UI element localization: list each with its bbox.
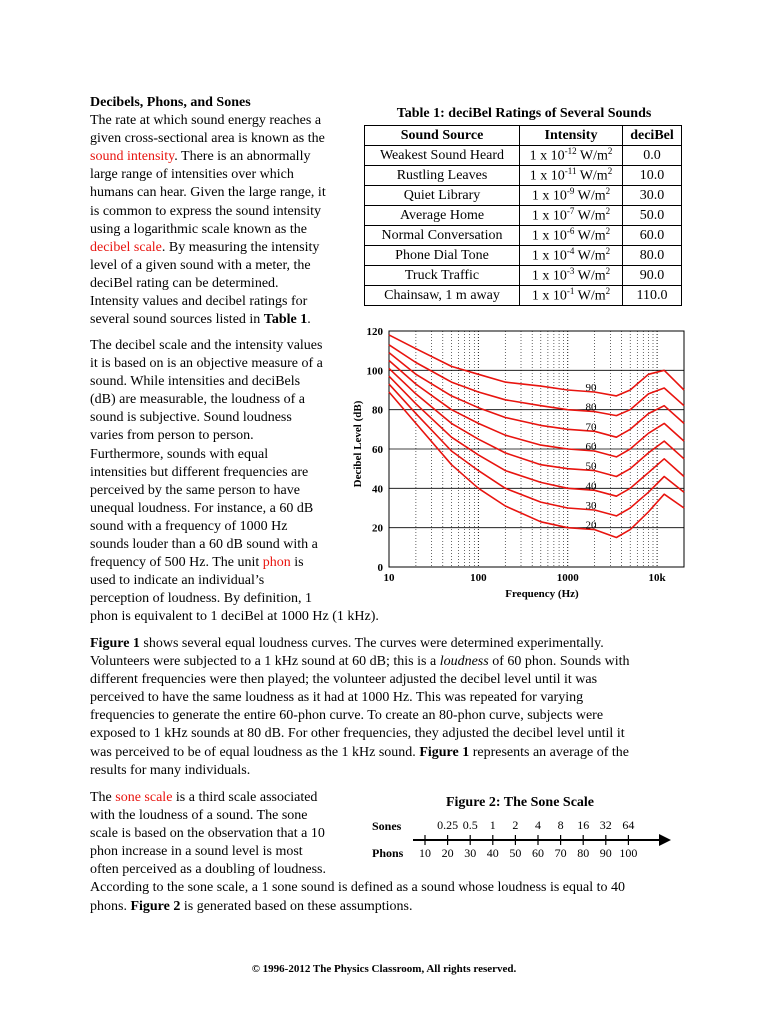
sound-source-cell: Weakest Sound Heard — [365, 146, 520, 166]
text-line: exposed to 1 kHz sounds at 80 dB. For other frequencies, they adjusted the decibel level until it — [90, 726, 625, 742]
phon-curve-label: 90 — [585, 381, 597, 394]
text-line: humans can hear. Given the large range, it — [90, 185, 326, 201]
phon-curve-label: 70 — [585, 421, 597, 434]
decibel-cell: 90.0 — [623, 266, 682, 286]
decibel-cell: 0.0 — [623, 146, 682, 166]
text-line: frequency of 500 Hz. The unit phon is — [90, 555, 304, 571]
intensity-cell: 1 x $10^{-12}$ $W/m^2$ — [520, 146, 623, 166]
sound-source-cell: Rustling Leaves — [365, 166, 520, 186]
text-line: different frequencies were then played; the volunteer adjusted the decibel level until it was — [90, 672, 598, 688]
intro-block — [90, 94, 360, 329]
y-tick-label: 20 — [372, 522, 383, 535]
text-line: Figure 1 shows several equal loudness curves. The curves were determined experimentally. — [90, 636, 604, 651]
text-line: level of a given sound with a meter, the — [90, 257, 311, 273]
text-line: decibel scale. By measuring the intensity — [90, 239, 320, 255]
intensity-cell: 1 x $10^{-1}$ $W/m^2$ — [520, 286, 623, 306]
table-header: Intensity — [520, 126, 623, 146]
phon-value: 90 — [599, 846, 612, 860]
sone-scale-figure — [365, 812, 675, 862]
phons-row-label: Phons — [372, 846, 404, 860]
phon-curve-label: 20 — [585, 519, 597, 532]
phon-value: 100 — [619, 846, 638, 860]
sone-value: 16 — [577, 818, 590, 832]
sone-value: 32 — [599, 818, 612, 832]
y-tick-label: 100 — [366, 365, 383, 378]
text-line: sound is subjective. Sound loudness — [90, 410, 292, 426]
sones-row-label: Sones — [372, 819, 402, 833]
text-line: The rate at which sound energy reaches a — [90, 113, 322, 129]
text-line: Volunteers were subjected to a 1 kHz sound at 60 dB; this is a loudness of 60 phon. Sounds with — [90, 654, 630, 670]
table-row — [365, 266, 682, 286]
decibel-cell: 80.0 — [623, 246, 682, 266]
text-line: sounds louder than a 60 dB sound with a — [90, 537, 318, 553]
decibel-cell: 30.0 — [623, 186, 682, 206]
y-tick-label: 40 — [372, 483, 383, 496]
table-header: deciBel — [623, 126, 682, 146]
x-tick-label: 100 — [470, 572, 487, 584]
term-sone-scale: sone scale — [115, 790, 173, 805]
decibel-cell: 10.0 — [623, 166, 682, 186]
phon-value: 20 — [441, 846, 454, 860]
table-row — [365, 206, 682, 226]
phon-value: 80 — [577, 846, 590, 860]
term-sound-intensity: sound intensity — [90, 149, 175, 165]
text-line: According to the sone scale, a 1 sone sound is defined as a sound whose loudness is equal to 40 — [90, 880, 626, 896]
sone-value: 64 — [622, 818, 635, 832]
phon-value: 30 — [464, 846, 477, 860]
text-line: large range of intensities over which — [90, 167, 294, 183]
text-line: deciBel rating can be determined. — [90, 275, 279, 291]
intensity-cell: 1 x $10^{-3}$ $W/m^2$ — [520, 266, 623, 286]
text-line: The decibel scale and the intensity values — [90, 338, 323, 353]
text-line: unequal loudness. For instance, a 60 dB — [90, 500, 314, 516]
text-line: results for many individuals. — [90, 762, 251, 778]
text-line: Furthermore, sounds with equal — [90, 446, 269, 462]
x-tick-label: 1000 — [556, 572, 579, 584]
text-line: frequencies to generate the entire 60-phon curve. To create an 80-phon curve, subjects were — [90, 708, 604, 724]
decibel-cell: 50.0 — [623, 206, 682, 226]
phon-value: 70 — [554, 846, 567, 860]
table-header: Sound Source — [365, 126, 520, 146]
intensity-cell: 1 x $10^{-7}$ $W/m^2$ — [520, 206, 623, 226]
phon-curve-label: 60 — [585, 440, 597, 453]
table-row — [365, 246, 682, 266]
sound-source-cell: Quiet Library — [365, 186, 520, 206]
text-line: Intensity values and decibel ratings for — [90, 294, 308, 310]
text-line: used to indicate an individual’s — [90, 573, 265, 589]
phon-value: 50 — [509, 846, 522, 860]
term-phon: phon — [262, 555, 291, 571]
x-axis-label: Frequency (Hz) — [505, 588, 579, 600]
text-line: with the loudness of a sound. The sone — [90, 808, 308, 824]
text-line: perceived to have the same loudness as it had at 1000 Hz. This was repeated for varying — [90, 690, 584, 706]
sone-value: 4 — [535, 818, 541, 832]
sone-value: 2 — [512, 818, 519, 832]
intensity-cell: 1 x $10^{-6}$ $W/m^2$ — [520, 226, 623, 246]
table-caption: Table 1: deciBel Ratings of Several Sounds — [396, 106, 652, 121]
table-row — [365, 146, 682, 166]
phon-curve-label: 40 — [585, 480, 597, 493]
text-line: perceived by the same person to have — [90, 482, 300, 498]
text-line: was perceived to be of equal loudness as the 1 kHz sound. Figure 1 represents an average of the — [90, 744, 629, 760]
sound-table — [364, 125, 682, 306]
intensity-cell: 1 x $10^{-11}$ $W/m^2$ — [520, 166, 623, 186]
sone-value: 8 — [557, 818, 564, 832]
phon-curve-label: 30 — [585, 499, 597, 512]
text-line: The sone scale is a third scale associated — [90, 790, 318, 805]
term-decibel-scale: decibel scale — [90, 239, 162, 255]
figure-2-title: Figure 2: The Sone Scale — [445, 795, 595, 810]
text-line: (dB) are measurable, the loudness of a — [90, 392, 305, 408]
text-line: phons. Figure 2 is generated based on these assumptions. — [90, 898, 413, 914]
text-line: perception of loudness. By definition, 1 — [90, 591, 313, 607]
section-title: Decibels, Phons, and Sones — [90, 95, 251, 110]
sound-source-cell: Truck Traffic — [365, 266, 520, 286]
phon-curve-label: 80 — [585, 401, 597, 414]
x-tick-label: 10 — [383, 572, 395, 584]
decibel-cell: 110.0 — [623, 286, 682, 306]
sound-source-cell: Normal Conversation — [365, 226, 520, 246]
sone-value: 0.25 — [437, 818, 459, 832]
text-line: sound. While intensities and deciBels — [90, 374, 301, 390]
sound-source-cell: Chainsaw, 1 m away — [365, 286, 520, 306]
y-tick-label: 60 — [372, 444, 383, 456]
phon-value: 40 — [486, 846, 499, 860]
text-line: it is based on is an objective measure of a — [90, 356, 323, 372]
table-row — [365, 166, 682, 186]
text-line: using a logarithmic scale known as the — [90, 221, 307, 237]
table-row — [365, 286, 682, 306]
phon-value: 10 — [419, 846, 431, 860]
phon-value: 60 — [532, 846, 544, 860]
text-line: sound intensity. There is an abnormally — [90, 149, 311, 165]
decibel-cell: 60.0 — [623, 226, 682, 246]
equal-loudness-chart — [345, 322, 690, 606]
intensity-cell: 1 x $10^{-9}$ $W/m^2$ — [520, 186, 623, 206]
y-tick-label: 0 — [377, 562, 383, 574]
sound-source-cell: Phone Dial Tone — [365, 246, 520, 266]
footer-copyright: © 1996-2012 The Physics Classroom, All rights reserved. — [251, 963, 517, 975]
sone-value: 0.5 — [462, 818, 478, 832]
text-line: varies from person to person. — [90, 428, 254, 444]
text-line: several sound sources listed in Table 1. — [90, 312, 311, 328]
arrow-head-icon — [659, 834, 671, 846]
y-tick-label: 80 — [372, 404, 383, 417]
table-row — [365, 186, 682, 206]
y-axis-label: Decibel Level (dB) — [352, 400, 364, 488]
text-line: intensities but different frequencies are — [90, 464, 309, 480]
text-line: scale is based on the observation that a 10 — [90, 826, 325, 842]
intensity-cell: 1 x $10^{-4}$ $W/m^2$ — [520, 246, 623, 266]
sound-source-cell: Average Home — [365, 206, 520, 226]
paragraph-3 — [90, 635, 690, 780]
text-line: sound with a frequency of 1000 Hz — [90, 518, 288, 534]
x-tick-label: 10k — [648, 572, 666, 584]
text-line: is common to express the sound intensity — [90, 203, 321, 219]
phon-curve-label: 50 — [585, 460, 597, 473]
text-line: given cross-sectional area is known as the — [90, 131, 325, 147]
text-line: phon increase in a sound level is most — [90, 844, 303, 860]
table-row — [365, 226, 682, 246]
text-line: phon is equivalent to 1 deciBel at 1000 Hz (1 kHz). — [90, 609, 379, 625]
sone-value: 1 — [489, 818, 496, 832]
y-tick-label: 120 — [366, 326, 383, 338]
text-line: often perceived as a doubling of loudness. — [90, 862, 326, 878]
